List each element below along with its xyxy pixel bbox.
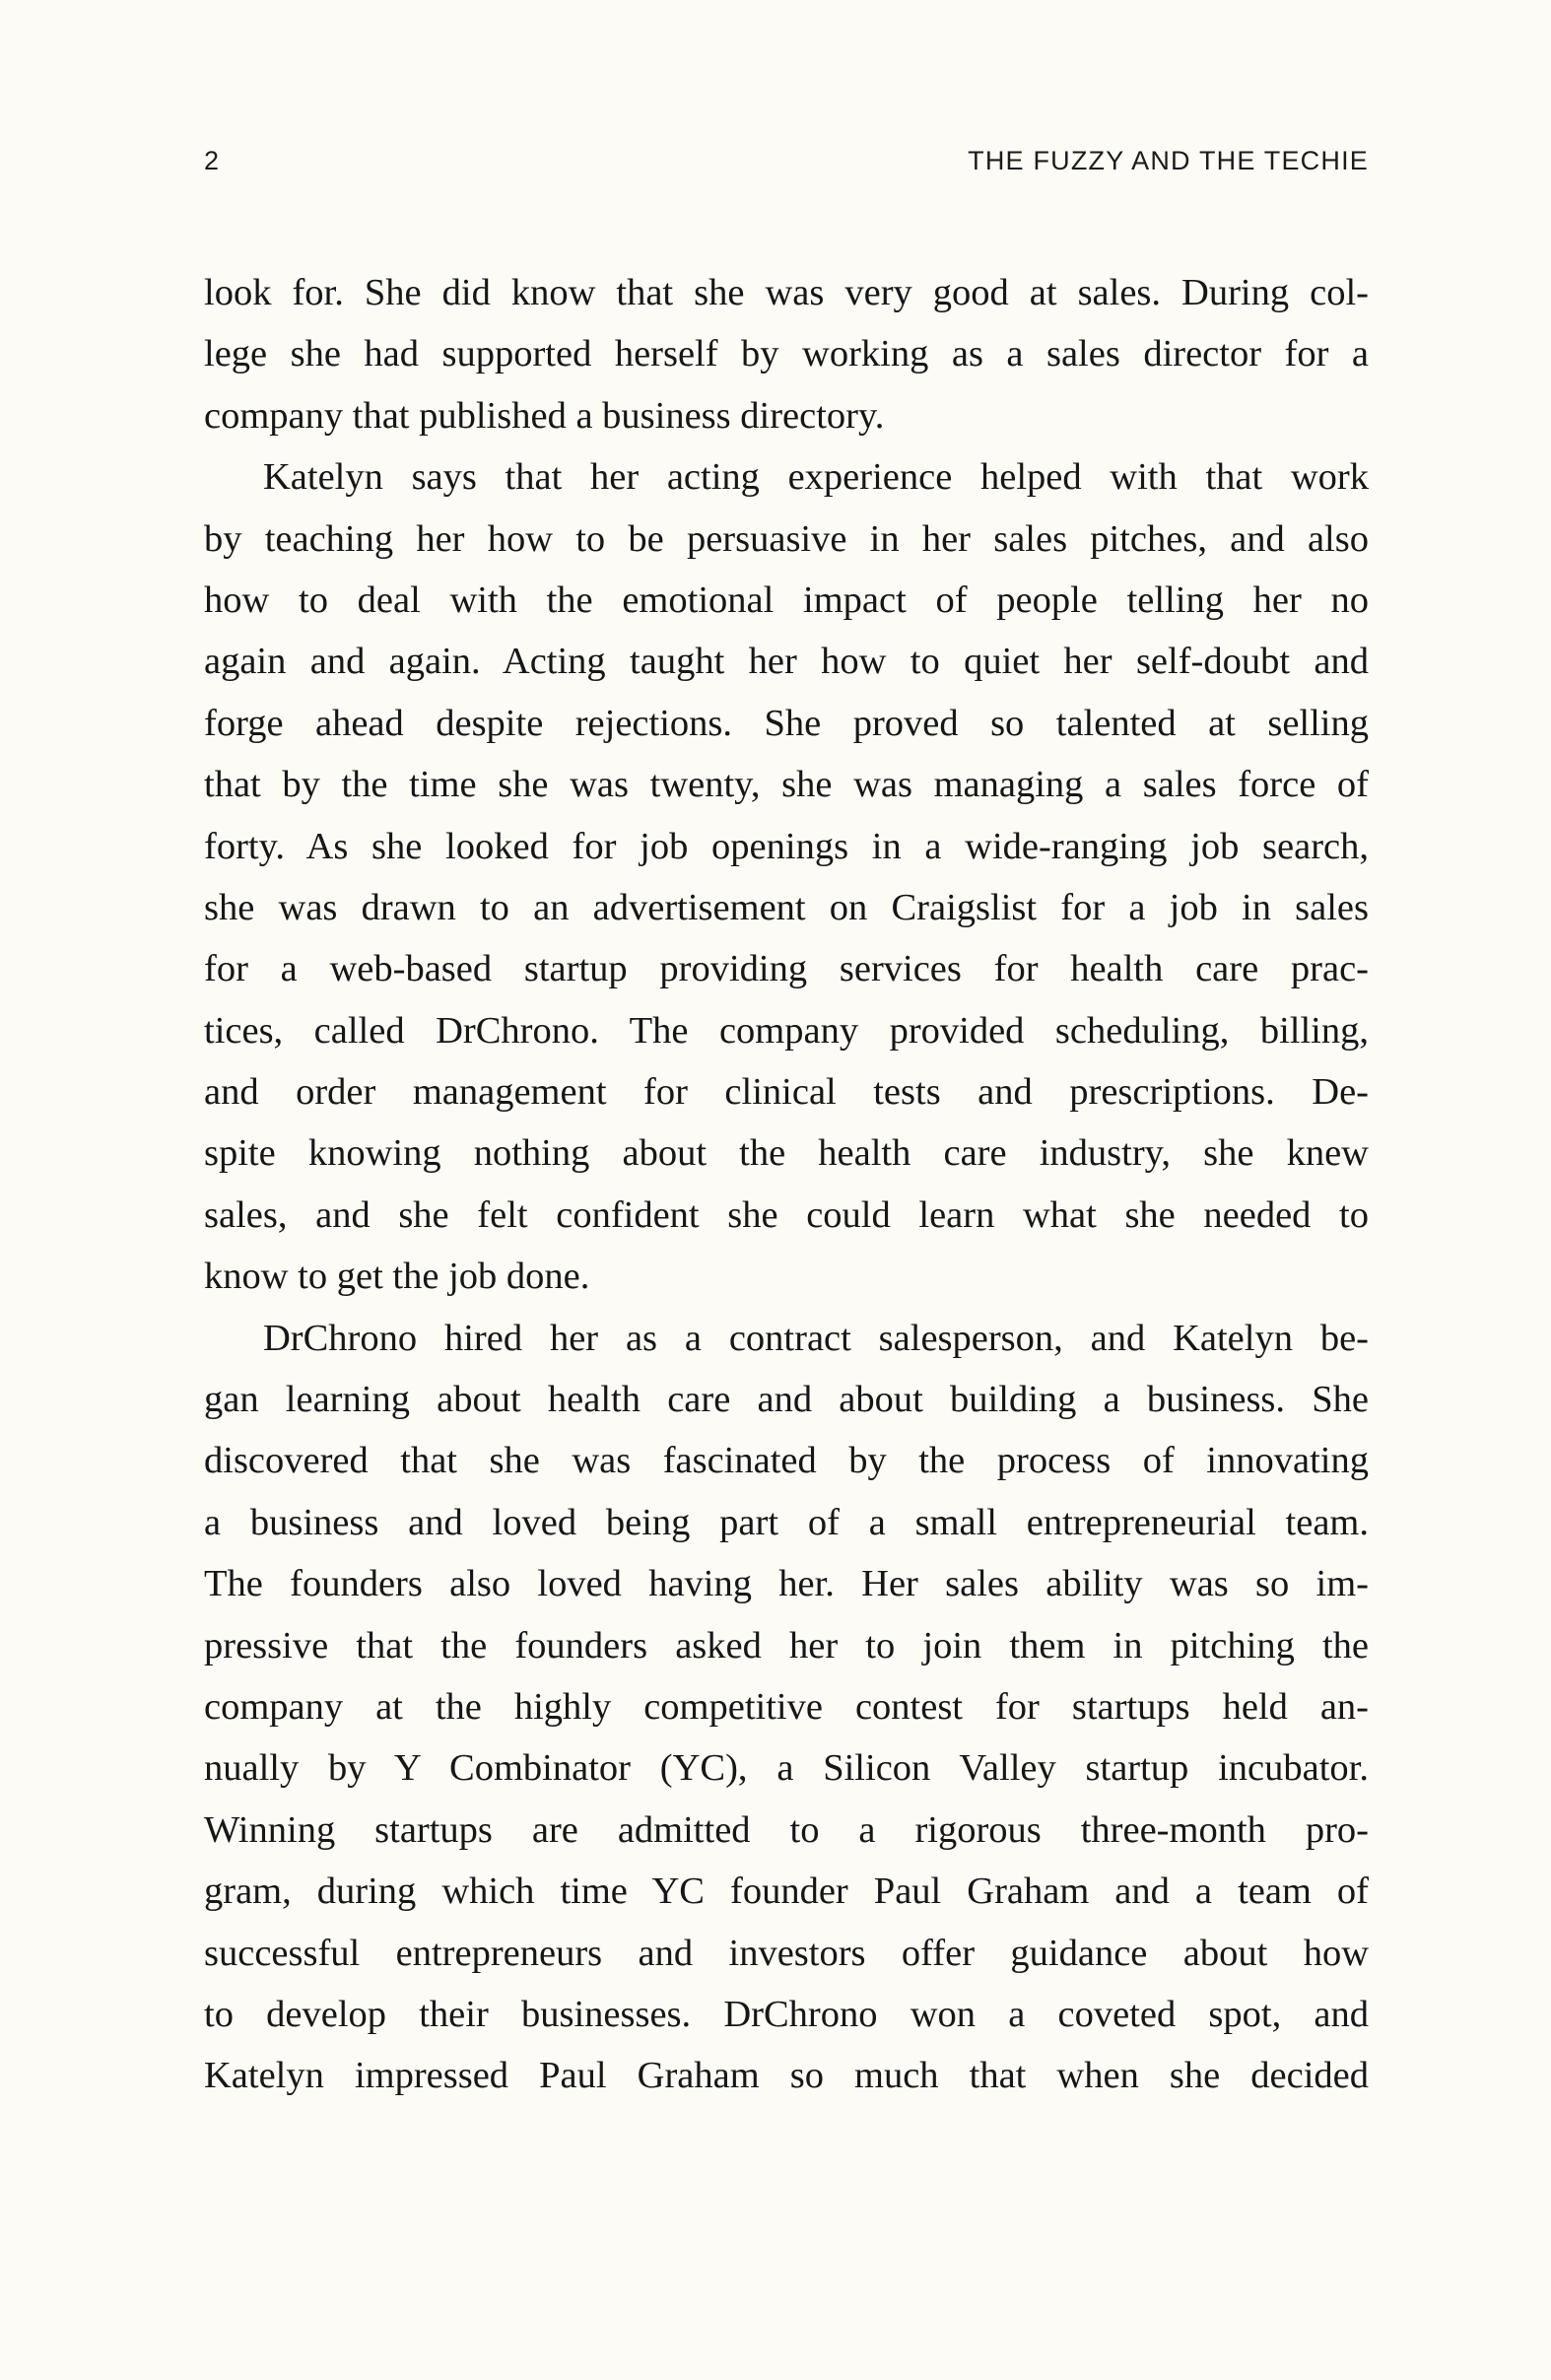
text-line: company at the highly competitive contest for startups held an- xyxy=(204,1685,1369,1728)
text-line: tices, called DrChrono. The company provided scheduling, billing, xyxy=(204,1009,1369,1052)
text-line: sales, and she felt confident she could learn what she needed to xyxy=(204,1193,1369,1236)
text-line: and order management for clinical tests and prescriptions. De- xyxy=(204,1071,1369,1114)
page-header xyxy=(204,146,1369,185)
text-line: Winning startups are admitted to a rigorous three-month pro- xyxy=(204,1808,1369,1851)
text-line: that by the time she was twenty, she was managing a sales force of xyxy=(204,764,1369,806)
text-line: nually by Y Combinator (YC), a Silicon Valley startup incubator. xyxy=(204,1747,1369,1790)
text-line: lege she had supported herself by working as a sales director for a xyxy=(204,333,1369,375)
text-line: successful entrepreneurs and investors offer guidance about how xyxy=(204,1932,1369,1974)
text-line: gram, during which time YC founder Paul Graham and a team of xyxy=(204,1870,1369,1913)
text-line: by teaching her how to be persuasive in her sales pitches, and also xyxy=(204,517,1369,560)
text-line: how to deal with the emotional impact of people telling her no xyxy=(204,578,1369,621)
running-head: THE FUZZY AND THE TECHIE xyxy=(968,146,1369,175)
text-line: a business and loved being part of a small entrepreneurial team. xyxy=(204,1501,1369,1543)
body-text xyxy=(204,262,1369,2107)
text-line: know to get the job done. xyxy=(204,1256,590,1298)
text-line: spite knowing nothing about the health care industry, she knew xyxy=(204,1132,1369,1175)
text-line: forty. As she looked for job openings in a wide-ranging job search, xyxy=(204,825,1369,867)
text-line: forge ahead despite rejections. She proved so talented at selling xyxy=(204,702,1369,744)
text-line: look for. She did know that she was very good at sales. During col- xyxy=(204,272,1369,313)
text-line: for a web-based startup providing services for health care prac- xyxy=(204,948,1369,990)
text-line: gan learning about health care and about building a business. She xyxy=(204,1379,1369,1421)
text-line: company that published a business directory. xyxy=(204,394,885,437)
text-line: The founders also loved having her. Her sales ability was so im- xyxy=(204,1563,1369,1605)
text-line: she was drawn to an advertisement on Craigslist for a job in sales xyxy=(204,886,1369,928)
text-line: Katelyn says that her acting experience helped with that work xyxy=(263,456,1369,499)
text-line: discovered that she was fascinated by the process of innovating xyxy=(204,1440,1369,1482)
text-line: DrChrono hired her as a contract salesperson, and Katelyn be- xyxy=(263,1317,1369,1359)
text-line: pressive that the founders asked her to join them in pitching the xyxy=(204,1624,1369,1666)
text-line: again and again. Acting taught her how to quiet her self-doubt and xyxy=(204,641,1369,683)
page-number: 2 xyxy=(204,146,221,175)
text-line: Katelyn impressed Paul Graham so much that when she decided xyxy=(204,2055,1369,2097)
text-line: to develop their businesses. DrChrono won a coveted spot, and xyxy=(204,1993,1369,2035)
